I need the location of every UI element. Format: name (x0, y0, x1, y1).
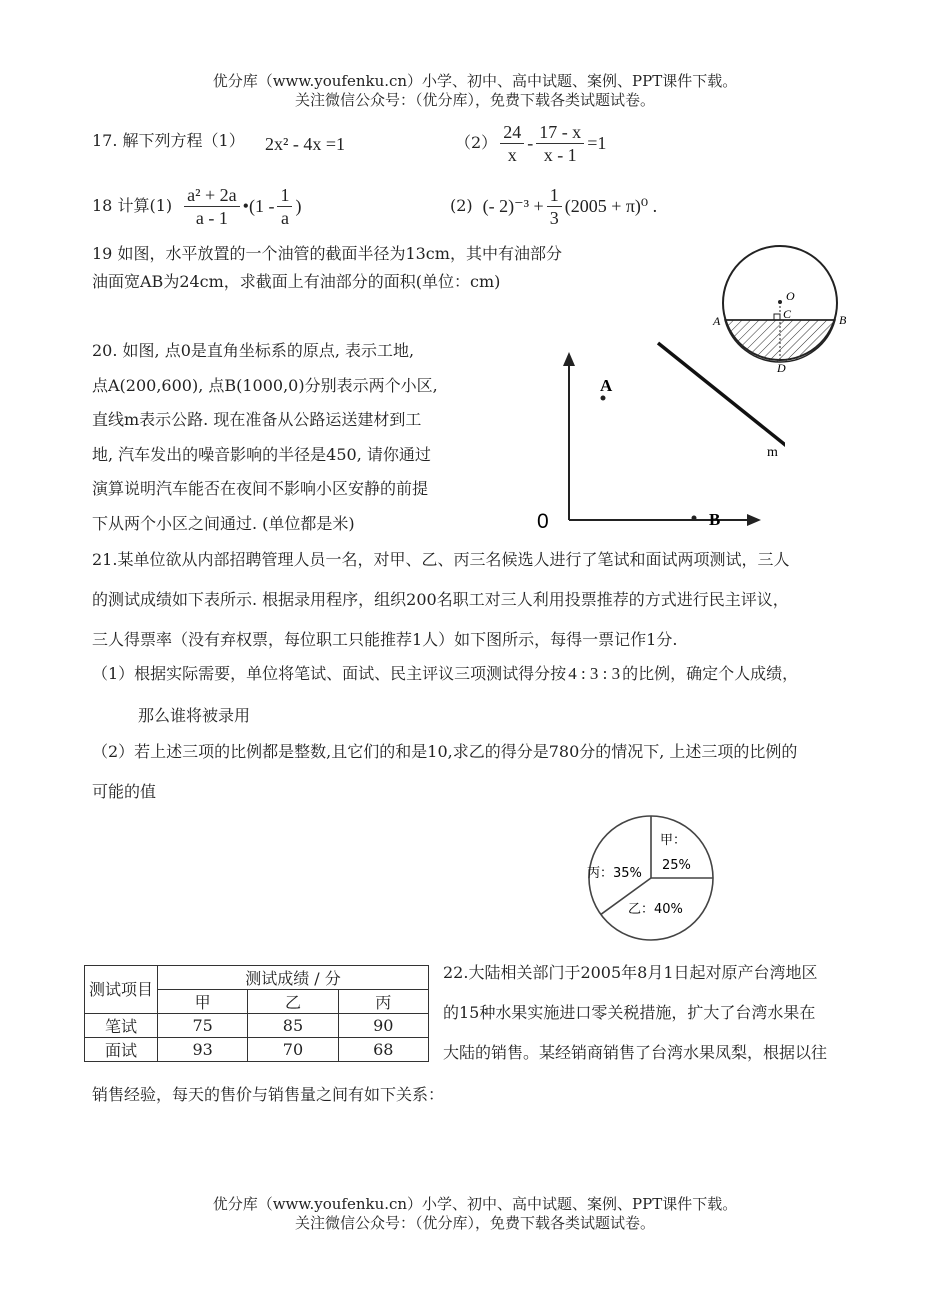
footer-line-2: 关注微信公众号：（优分库），免费下载各类试题试卷。 (294, 1214, 655, 1232)
q20-line-6: 下从两个小区之间通过. (单位都是米) (92, 513, 355, 533)
q18-label: 18 计算(1) (92, 196, 173, 215)
col-yi: 乙 (248, 990, 338, 1014)
q17-equation-2 (455, 118, 606, 168)
header-line-2: 关注微信公众号：（优分库），免费下载各类试题试卷。 (294, 91, 655, 109)
q18-part2-label: (2) (450, 196, 473, 215)
col-bing: 丙 (338, 990, 428, 1014)
q21-line-2: 的测试成绩如下表所示. 根据录用程序，组织200名职工对三人利用投票推荐的方式进行民主评议， (92, 590, 789, 609)
q17-part2-label: （2） (455, 133, 498, 152)
q18-g-den: a (280, 207, 289, 228)
q21-line-3: 三人得票率（没有弃权票，每位职工只能推荐1人）如下图所示，每得一票记作1分. (92, 630, 678, 649)
q21-part1-line (92, 664, 798, 684)
q18-close: ) (295, 195, 302, 216)
label-c: C (783, 307, 792, 321)
q18-f-num: a² + 2a (184, 184, 240, 207)
q21-part2-a: （2）若上述三项的比例都是整数,且它们的和是10,求乙的得分是780分的情况下, 上述三项的比例的 (92, 742, 798, 761)
q17-f2-num: 17 - x (536, 121, 584, 144)
q18-fraction-f (184, 184, 240, 229)
pie-value-jia: 25% (662, 858, 691, 873)
row-label: 笔试 (85, 1014, 158, 1038)
q20-line-4: 地, 汽车发出的噪音影响的半径是450, 请你通过 (92, 444, 431, 464)
q21-ratio: 4 : 3 : 3 (568, 664, 621, 683)
q18-h-den: 3 (549, 207, 559, 228)
q18-part2 (450, 180, 657, 232)
q20-text (92, 334, 438, 542)
q21-line-1: 21.某单位欲从内部招聘管理人员一名，对甲、乙、丙三名候选人进行了笔试和面试两项测试，三人 (92, 550, 790, 569)
label-origin: 0 (537, 510, 549, 533)
q18-f-den: a - 1 (195, 207, 228, 228)
road-line-m (658, 343, 785, 484)
q17-fraction-2 (536, 121, 584, 166)
q21-part1-b: 的比例，确定个人成绩， (622, 664, 799, 683)
q17-label: 17. 解下列方程（1） (92, 131, 245, 150)
label-line-m: m (767, 445, 778, 460)
point-a (601, 396, 606, 401)
vote-pie-chart (580, 808, 725, 948)
header-scores: 测试成绩 / 分 (158, 966, 429, 990)
q19-line-1: 19 如图，水平放置的一个油管的截面半径为13cm，其中有油部分 (92, 244, 562, 263)
q19-line-2: 油面宽AB为24cm，求截面上有油部分的面积(单位：cm) (92, 272, 501, 291)
q18-h-num: 1 (547, 184, 562, 207)
q22-line-2: 的15种水果实施进口零关税措施，扩大了台湾水果在 (443, 1003, 816, 1022)
q17-fraction-1 (500, 121, 524, 166)
pie-label-jia: 甲： (660, 833, 687, 848)
score-table (84, 965, 429, 1062)
q17-f2-den: x - 1 (543, 144, 577, 165)
label-o: O (786, 289, 795, 303)
cell: 68 (338, 1038, 428, 1062)
q18-expr-b: (2005 + π)⁰ . (564, 195, 658, 216)
label-point-b: B (709, 510, 721, 529)
q21-part1-c: 那么谁将被录用 (138, 706, 251, 725)
label-a: A (713, 314, 721, 328)
q21-part2-b: 可能的值 (92, 782, 157, 801)
q17-eq-tail: =1 (587, 132, 607, 153)
q17-minus: - (527, 132, 534, 153)
q22-line-3: 大陆的销售。某经销商销售了台湾水果凤梨，根据以往 (443, 1043, 828, 1062)
label-point-a: A (600, 376, 613, 395)
label-d: D (777, 361, 786, 375)
q17-f1-den: x (507, 144, 517, 165)
q20-line-1: 20. 如图, 点0是直角坐标系的原点, 表示工地, (92, 341, 415, 360)
q20-line-2: 点A(200,600), 点B(1000,0)分别表示两个小区, (92, 375, 438, 395)
q18-fraction-g (277, 184, 292, 229)
header-line-1: 优分库（www.youfenku.cn）小学、初中、高中试题、案例、PPT课件下载。 (212, 72, 738, 90)
q17-f1-num: 24 (500, 121, 524, 144)
header-item: 测试项目 (85, 966, 158, 1014)
cell: 75 (158, 1014, 248, 1038)
pie-label-yi: 乙：40% (628, 902, 683, 917)
pie-label-bing: 丙：35% (587, 866, 642, 881)
cell: 85 (248, 1014, 338, 1038)
cell: 93 (158, 1038, 248, 1062)
label-b: B (839, 313, 847, 327)
q22-line-1: 22.大陆相关部门于2005年8月1日起对原产台湾地区 (443, 963, 818, 982)
q20-line-3: 直线m表示公路. 现在准备从公路运送建材到工 (92, 410, 422, 430)
q17-equation-1: 2x² - 4x =1 (265, 134, 346, 154)
footer-line-1: 优分库（www.youfenku.cn）小学、初中、高中试题、案例、PPT课件下载。 (212, 1195, 738, 1213)
col-jia: 甲 (158, 990, 248, 1014)
cell: 70 (248, 1038, 338, 1062)
q21-part1-a: （1）根据实际需要，单位将笔试、面试、民主评议三项测试得分按 (92, 664, 567, 683)
point-b (692, 516, 697, 521)
table-row (85, 1038, 429, 1062)
coordinate-figure (525, 338, 785, 538)
q18-g-num: 1 (277, 184, 292, 207)
q18-fraction-h (547, 184, 562, 229)
cell: 90 (338, 1014, 428, 1038)
x-axis-arrow (747, 514, 761, 526)
q18-part1 (92, 180, 301, 232)
q20-line-5: 演算说明汽车能否在夜间不影响小区安静的前提 (92, 479, 429, 499)
q18-mid: •(1 - (242, 195, 275, 216)
row-label: 面试 (85, 1038, 158, 1062)
table-row (85, 1014, 429, 1038)
q18-expr-a: (- 2)⁻³ + (482, 195, 544, 216)
q22-line-4: 销售经验，每天的售价与销售量之间有如下关系： (92, 1085, 445, 1104)
y-axis-arrow (563, 352, 575, 366)
